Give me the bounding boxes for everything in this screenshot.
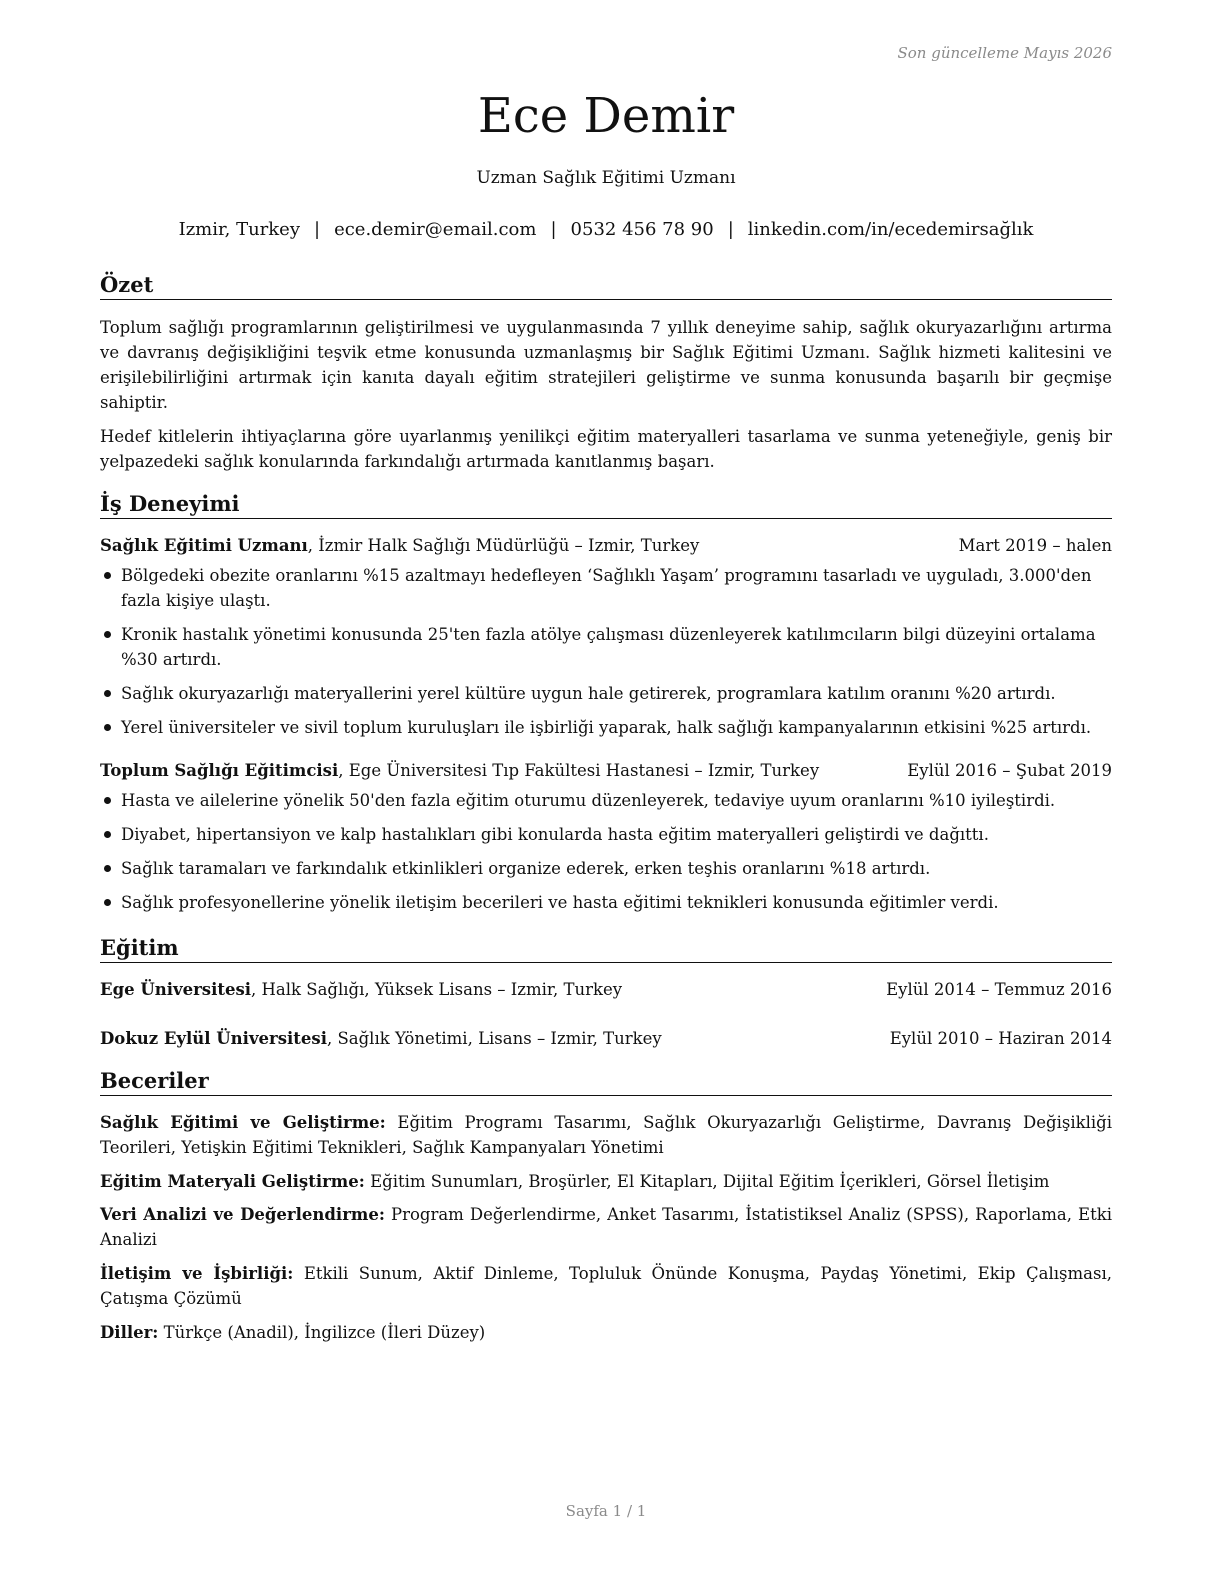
skill-value: Eğitim Sunumları, Broşürler, El Kitapları, Dijital Eğitim İçerikleri, Görsel İletişim [364,1172,1050,1191]
skill-row [100,1169,1112,1194]
list-item: Bölgedeki obezite oranlarını %15 azaltmayı hedefleyen ‘Sağlıklı Yaşam’ programını tasarladı ve uyguladı, 3.000'den fazla kişiye ulaştı. [100,563,1120,613]
education-detail: , Sağlık Yönetimi, Lisans – Izmir, Turkey [326,1029,662,1048]
job-bullets [100,788,1120,924]
contact-location: Izmir, Turkey [178,219,300,240]
job-org: , Ege Üniversitesi Tıp Fakültesi Hastanesi – Izmir, Turkey [338,761,820,780]
skill-label: Eğitim Materyali Geliştirme: [100,1172,365,1191]
summary-paragraph-2: Hedef kitlelerin ihtiyaçlarına göre uyarlanmış yenilikçi eğitim materyalleri tasarlama ve sunma yeteneğiyle, geniş bir yelpazedeki sağlık konularında farkındalığı artırmada kanıtlanmış başarı. [100,427,1112,471]
education-detail: , Halk Sağlığı, Yüksek Lisans – Izmir, Turkey [251,980,623,999]
skill-value: Etkili Sunum, Aktif Dinleme, Topluluk Önünde Konuşma, Paydaş Yönetimi, Ekip Çalışması, Çatışma Çözümü [100,1264,1112,1308]
job-role: Sağlık Eğitimi Uzmanı [100,536,308,555]
job-role: Toplum Sağlığı Eğitimcisi [100,761,339,780]
job-org: , İzmir Halk Sağlığı Müdürlüğü – Izmir, Turkey [307,536,700,555]
job-heading [100,758,1112,783]
list-item: Diyabet, hipertansiyon ve kalp hastalıkları gibi konularda hasta eğitim materyalleri geliştirdi ve dağıttı. [100,822,1120,847]
section-title-skills: Beceriler [100,1067,1112,1096]
skill-label: Diller: [100,1323,159,1342]
summary-paragraph-1: Toplum sağlığı programlarının geliştirilmesi ve uygulanmasında 7 yıllık deneyime sahip, sağlık okuryazarlığını artırma ve davranış değişikliğini teşvik etme konusunda uzmanlaşmış bir Sağlık Eğitimi Uzmanı. Sağlık hizmeti kalitesini ve erişilebilirliğini artırmak için kanıta dayalı eğitim stratejileri geliştirme ve sunma konusunda başarılı bir geçmişe sahiptir. [100,318,1112,412]
contact-linkedin[interactable]: linkedin.com/in/ecedemirsağlık [747,219,1034,240]
job-dates: Eylül 2016 – Şubat 2019 [907,761,1112,780]
skill-row [100,1202,1112,1252]
section-title-summary: Özet [100,271,1112,300]
education-dates: Eylül 2014 – Temmuz 2016 [886,980,1112,999]
contact-phone[interactable]: 0532 456 78 90 [570,219,714,240]
job-dates: Mart 2019 – halen [958,536,1112,555]
contact-separator: | [314,219,321,240]
skill-value: Program Değerlendirme, Anket Tasarımı, İstatistiksel Analiz (SPSS), Raporlama, Etki Analizi [100,1205,1112,1249]
contact-email[interactable]: ece.demir@email.com [334,219,537,240]
section-title-experience: İş Deneyimi [100,490,1112,519]
skill-row [100,1110,1112,1160]
contact-separator: | [727,219,734,240]
list-item: Kronik hastalık yönetimi konusunda 25'ten fazla atölye çalışması düzenleyerek katılımcıların bilgi düzeyini ortalama %30 artırdı. [100,622,1120,672]
skill-label: Sağlık Eğitimi ve Geliştirme: [100,1113,386,1132]
candidate-name: Ece Demir [477,88,735,144]
contact-line [100,219,1112,240]
list-item: Yerel üniversiteler ve sivil toplum kuruluşları ile işbirliği yaparak, halk sağlığı kampanyalarının etkisini %25 artırdı. [100,715,1120,740]
education-school: Ege Üniversitesi [100,980,252,999]
job-heading [100,533,1112,558]
education-item [100,977,1112,1002]
list-item: Hasta ve ailelerine yönelik 50'den fazla eğitim oturumu düzenleyerek, tedaviye uyum oranlarını %10 iyileştirdi. [100,788,1120,813]
list-item: Sağlık taramaları ve farkındalık etkinlikleri organize ederek, erken teşhis oranlarını %18 artırdı. [100,856,1120,881]
skill-value: Eğitim Programı Tasarımı, Sağlık Okuryazarlığı Geliştirme, Davranış Değişikliği Teorileri, Yetişkin Eğitimi Teknikleri, Sağlık Kampanyaları Yönetimi [100,1113,1112,1157]
skill-row [100,1261,1112,1311]
list-item: Sağlık profesyonellerine yönelik iletişim becerileri ve hasta eğitimi teknikleri konusunda eğitimler verdi. [100,890,1120,915]
job-bullets [100,563,1120,749]
skill-label: Veri Analizi ve Değerlendirme: [100,1205,385,1224]
last-updated: Son güncelleme Mayıs 2026 [897,44,1112,62]
page-number: Sayfa 1 / 1 [565,1502,647,1520]
education-item [100,1026,1112,1051]
skill-row [100,1320,1112,1345]
skill-value: Türkçe (Anadil), İngilizce (İleri Düzey) [158,1323,486,1342]
skill-label: İletişim ve İşbirliği: [100,1264,294,1283]
education-school: Dokuz Eylül Üniversitesi [100,1029,327,1048]
education-dates: Eylül 2010 – Haziran 2014 [889,1029,1112,1048]
contact-separator: | [550,219,557,240]
section-title-education: Eğitim [100,934,1112,963]
list-item: Sağlık okuryazarlığı materyallerini yerel kültüre uygun hale getirerek, programlara katılım oranını %20 artırdı. [100,681,1120,706]
candidate-title: Uzman Sağlık Eğitimi Uzmanı [476,168,736,188]
